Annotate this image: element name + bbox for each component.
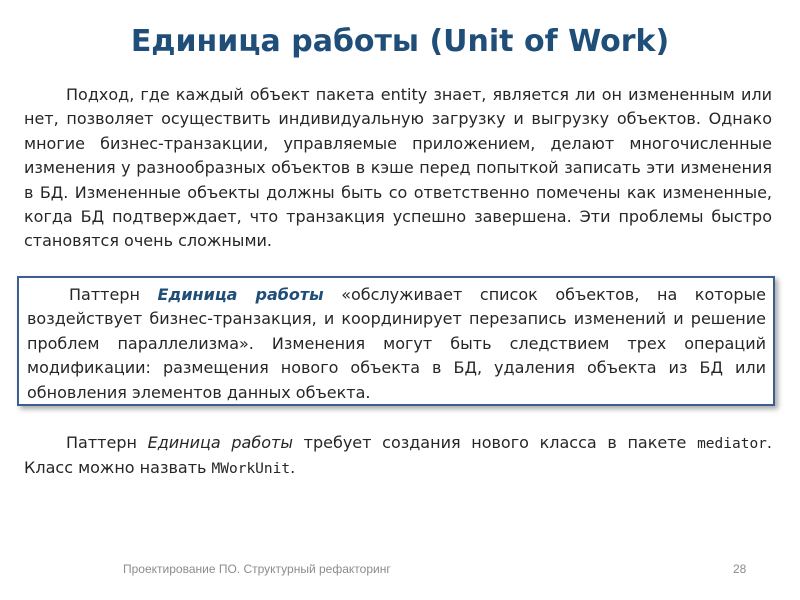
- pattern-definition-text: [27, 283, 766, 405]
- impl-end: .: [290, 458, 296, 478]
- impl-prefix: Паттерн: [66, 433, 148, 452]
- package-name: mediator: [697, 436, 767, 452]
- impl-after-package: . Класс можно назвать: [24, 433, 772, 478]
- intro-paragraph: Подход, где каждый объект пакета entity знает, является ли он измененным или нет, позволяет осуществить индивидуальную загрузку и выгрузку объектов. Однако многие бизнес-транзакции, управляемые приложением, делают многочисленные изменения у разнообразных объектов в кэше перед попыткой записать эти изменения в БД. Измененные объекты должны быть со ответственно помечены как измененные, когда БД подтверждает, что транзакция успешно завершена. Эти проблемы быстро становятся очень сложными.: [24, 85, 772, 251]
- slide-title: Единица работы (Unit of Work): [130, 24, 670, 59]
- callout-prefix: Паттерн: [69, 285, 158, 304]
- pattern-name-highlight: Единица работы: [157, 285, 324, 304]
- footer-course-title: Проектирование ПО. Структурный рефакторинг: [123, 562, 391, 576]
- callout-text: «обслуживает список объектов, на которые воздействует бизнес-транзакция, и координирует перезапись изменений и решение проблем параллелизма». Изменения могут быть следствием трех операций модификации: размещения нового объекта в БД, удаления объекта из БД или обновления элементов данных объекта.: [27, 285, 766, 402]
- impl-pattern-name: Единица работы: [147, 433, 293, 452]
- impl-middle: требует создания нового класса в пакете: [292, 433, 698, 452]
- page-number: 28: [733, 562, 747, 576]
- pattern-definition-box: [17, 276, 775, 406]
- class-name: MWorkUnit: [211, 461, 291, 478]
- implementation-paragraph: [24, 431, 772, 482]
